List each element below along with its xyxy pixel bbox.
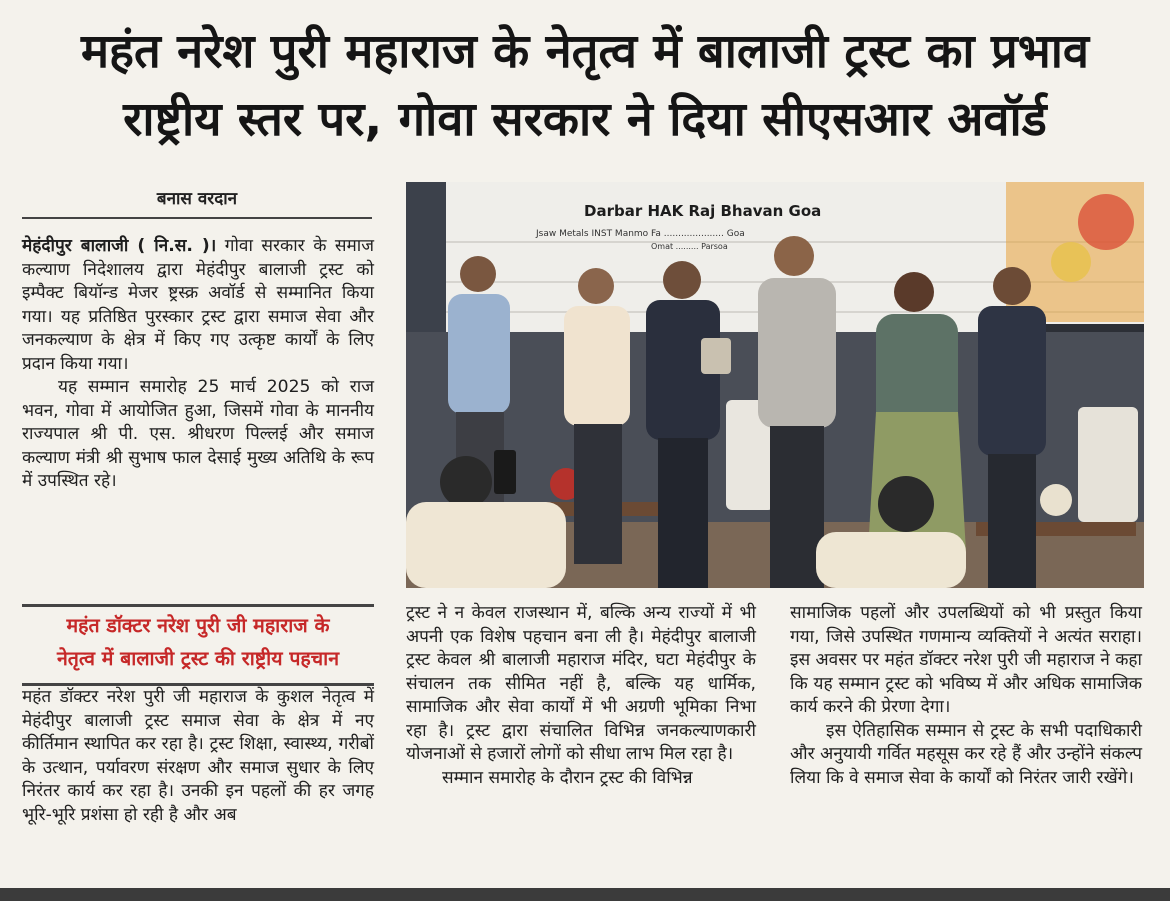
paragraph-7: इस ऐतिहासिक सम्मान से ट्रस्ट के सभी पदाधिकारी और अनुयायी गर्वित महसूस कर रहे हैं और उन्होंने संकल्प लिया कि वे समाज सेवा के कार्यों को निरंतर जारी रखेंगे। — [790, 720, 1142, 788]
paragraph-3: महंत डॉक्टर नरेश पुरी जी महाराज के कुशल नेतृत्व में मेहंदीपुर बालाजी ट्रस्ट समाज सेवा के क्षेत्र में नए कीर्तिमान स्थापित कर रहा है। ट्रस्ट शिक्षा, स्वास्थ्य, गरीबों के उत्थान, पर्यावरण संरक्षण और समाज सुधार के लिए निरंतर कार्य कर रहा है। उनकी इन पहलों की हर जगह भूरि-भूरि प्रशंसा हो रही है और अब — [22, 687, 374, 825]
article-column-1 — [22, 235, 374, 494]
headline — [0, 18, 1170, 154]
banner-subtitle: Jsaw Metals INST Manmo Fa ..................... Goa — [536, 229, 745, 239]
byline-divider — [22, 217, 372, 219]
paragraph-4: ट्रस्ट ने न केवल राजस्थान में, बल्कि अन्य राज्यों में भी अपनी एक विशेष पहचान बना ली है। मेहंदीपुर बालाजी ट्रस्ट केवल श्री बालाजी महाराज मंदिर, घटा मेहंदीपुर के संचालन तक सीमित नहीं है, बल्कि यह धार्मिक, सामाजिक और सेवा कार्यों में भी अग्रणी भूमिका निभा रहा है। ट्रस्ट द्वारा संचालित विभिन्न जनकल्याणकारी योजनाओं से हजारों लोगों को सीधा लाभ मिल रहा है। — [406, 603, 756, 764]
paragraph-1 — [22, 235, 374, 376]
article-column-1-lower — [22, 686, 374, 827]
byline: बनास वरदान — [156, 189, 238, 209]
banner-title: Darbar HAK Raj Bhavan Goa — [584, 202, 822, 220]
subheading-line-1: महंत डॉक्टर नरेश पुरी जी महाराज के — [66, 614, 330, 637]
article-column-3 — [790, 602, 1142, 790]
paragraph-6: सामाजिक पहलों और उपलब्धियों को भी प्रस्तुत किया गया, जिसे उपस्थित गणमान्य व्यक्तियों ने अत्यंत सराहा। इस अवसर पर महंत डॉक्टर नरेश पुरी जी महाराज ने कहा कि यह सम्मान ट्रस्ट को भविष्य में और अधिक सामाजिक कार्य करने की प्रेरणा देगा। — [790, 603, 1142, 717]
award-ceremony-photo — [406, 182, 1144, 588]
paragraph-5: सम्मान समारोह के दौरान ट्रस्ट की विभिन्न — [442, 767, 693, 788]
paragraph-1-text: गोवा सरकार के समाज कल्याण निदेशालय द्वारा मेहंदीपुर बालाजी ट्रस्ट को इम्पैक्ट बियॉन्ड मेजर ष्ट्रस्क्र अवॉर्ड से सम्मानित किया गया। यह प्रतिष्ठित पुरस्कार ट्रस्ट द्वारा समाज सेवा और जनकल्याण के क्षेत्र में किए गए उत्कृष्ट कार्यों के लिए प्रदान किया गया। — [22, 236, 374, 374]
photo-illustration — [406, 182, 1144, 588]
subheading — [22, 604, 374, 686]
bottom-bar — [0, 888, 1170, 901]
article-column-2 — [406, 602, 756, 790]
dateline: मेहंदीपुर बालाजी ( नि.स. )। — [22, 236, 217, 256]
subheading-line-2: नेतृत्व में बालाजी ट्रस्ट की राष्ट्रीय पहचान — [56, 647, 340, 670]
banner-subtitle-2: Omat ......... Parsoa — [651, 242, 728, 251]
headline-line-1: महंत नरेश पुरी महाराज के नेतृत्व में बालाजी ट्रस्ट का प्रभाव — [80, 24, 1090, 79]
headline-line-2: राष्ट्रीय स्तर पर, गोवा सरकार ने दिया सीएसआर अवॉर्ड — [123, 92, 1047, 147]
paragraph-2: यह सम्मान समारोह 25 मार्च 2025 को राज भवन, गोवा में आयोजित हुआ, जिसमें गोवा के माननीय राज्यपाल श्री पी. एस. श्रीधरण पिल्लई और समाज कल्याण मंत्री श्री सुभाष फाल देसाई मुख्य अतिथि के रूप में उपस्थित रहे। — [22, 377, 374, 491]
